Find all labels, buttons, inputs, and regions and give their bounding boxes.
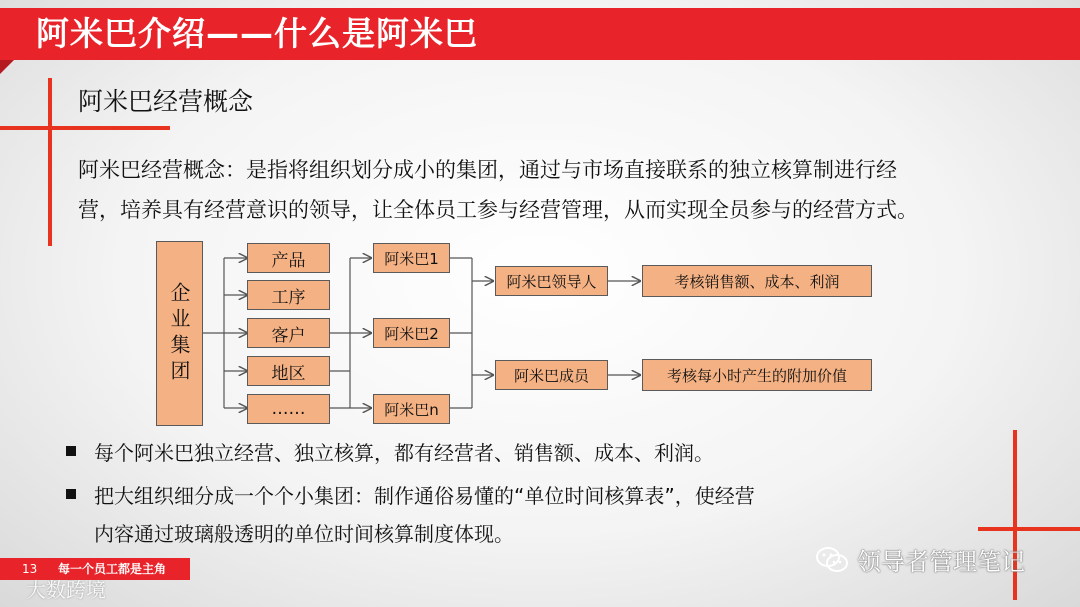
outcome-box: 考核每小时产生的附加价值: [642, 359, 872, 391]
watermark-right: [815, 542, 1025, 577]
paragraph-line-2: 营，培养具有经营意识的领导，让全体员工参与经营管理，从而实现全员参与的经营方式。: [78, 198, 918, 222]
dimension-box: 客户: [247, 318, 330, 348]
bullet-item: [66, 437, 714, 466]
bullet-square-icon: [66, 489, 76, 499]
bullet-item: [66, 480, 755, 509]
wechat-icon: [815, 546, 849, 574]
role-box-leader: 阿米巴领导人: [495, 266, 608, 296]
bullet-square-icon: [66, 446, 76, 456]
amoeba-box: 阿米巴1: [373, 243, 450, 273]
watermark-left: 大数跨境: [26, 578, 106, 602]
slide-title: 阿米巴介绍——什么是阿米巴: [36, 14, 478, 53]
bullet-text: 每个阿米巴独立经营、独立核算，都有经营者、销售额、成本、利润。: [94, 441, 714, 465]
dimension-box: ……: [247, 394, 330, 424]
role-box-member: 阿米巴成员: [495, 360, 608, 390]
section-subtitle: 阿米巴经营概念: [78, 87, 254, 116]
paragraph-line-1: 阿米巴经营概念：是指将组织划分成小的集团，通过与市场直接联系的独立核算制进行经: [78, 158, 897, 182]
watermark-right-text: 领导者管理笔记: [857, 548, 1025, 576]
page-number: 13: [22, 562, 38, 576]
bullet-text: 把大组织细分成一个个小集团：制作通俗易懂的“单位时间核算表”，使经营: [94, 484, 755, 508]
amoeba-box: 阿米巴n: [373, 394, 450, 424]
amoeba-box: 阿米巴2: [373, 318, 450, 348]
dimension-box: 工序: [247, 280, 330, 310]
bullet-continuation: 内容通过玻璃般透明的单位时间核算制度体现。: [94, 522, 514, 546]
enterprise-group-box: 企业集团: [156, 241, 203, 426]
dimension-box: 地区: [247, 356, 330, 386]
footer-slogan: 每一个员工都是主角: [58, 562, 167, 576]
outcome-box: 考核销售额、成本、利润: [642, 265, 872, 297]
dimension-box: 产品: [247, 243, 330, 273]
